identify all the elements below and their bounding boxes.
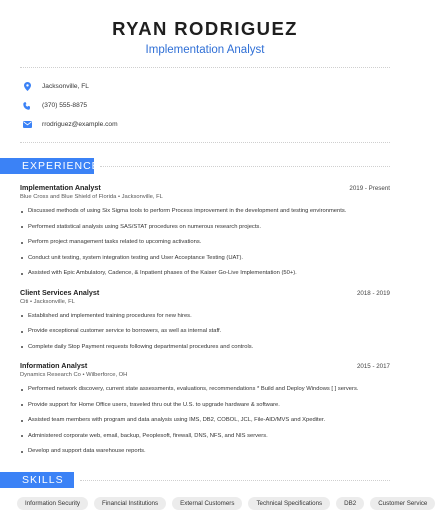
skill-chip: DB2 xyxy=(336,497,364,510)
skills-list xyxy=(0,488,428,510)
bullet-item: Assisted team members with program and data analysis using IMS, DB2, COBOL, JCL, File-AID/MVS and Xpediter. xyxy=(20,413,390,429)
divider xyxy=(80,480,390,481)
bullet-item: Performed network discovery, current state assessments, evaluations, recommendations * Build and Deploy Windows [ ] servers. xyxy=(20,382,390,398)
bullet-item: Develop and support data warehouse reports. xyxy=(20,444,390,460)
job-title: Information Analyst xyxy=(20,361,88,370)
phone-icon xyxy=(22,101,32,111)
job-entry xyxy=(20,361,390,460)
skills-heading: SKILLS xyxy=(0,472,74,488)
envelope-icon xyxy=(22,120,32,130)
experience-section-header xyxy=(0,158,410,174)
resume-header xyxy=(0,0,410,57)
email-link[interactable]: rrodriguez@example.com xyxy=(42,121,118,128)
bullet-item: Performed statistical analysis using SAS/STAT procedures on numerous research projects. xyxy=(20,220,390,236)
job-entry xyxy=(20,288,390,356)
bullet-item: Provide exceptional customer service to borrowers, as well as internal staff. xyxy=(20,324,390,340)
location-text: Jacksonville, FL xyxy=(42,83,89,90)
skill-chip: External Customers xyxy=(172,497,242,510)
job-dates: 2015 - 2017 xyxy=(356,363,390,370)
bullet-item: Established and implemented training procedures for new hires. xyxy=(20,309,390,325)
job-title: Implementation Analyst xyxy=(20,183,101,192)
contact-phone xyxy=(0,96,410,115)
skill-chip: Customer Service xyxy=(370,497,435,510)
contact-block xyxy=(0,68,410,142)
job-dates: 2018 - 2019 xyxy=(356,289,390,297)
bullet-item: Administered corporate web, email, backup, Peoplesoft, firewall, DNS, NFS, and NIS servers. xyxy=(20,429,390,445)
skill-chip: Technical Specifications xyxy=(248,497,330,510)
candidate-name: RYAN RODRIGUEZ xyxy=(112,18,298,39)
divider xyxy=(100,166,390,167)
contact-email xyxy=(0,115,410,134)
bullet-item: Provide support for Home Office users, traveled thru out the U.S. to upgrade hardware & software. xyxy=(20,398,390,414)
experience-list xyxy=(0,174,410,460)
job-bullets xyxy=(20,382,390,460)
bullet-item: Perform project management tasks related to upcoming activations. xyxy=(20,235,390,251)
job-company: Dynamics Research Co • Wilberforce, OH xyxy=(20,372,128,378)
bullet-item: Complete daily Stop Payment requests following departmental procedures and controls. xyxy=(20,340,390,356)
divider xyxy=(20,142,390,143)
skills-section-header xyxy=(0,472,410,488)
contact-location xyxy=(0,77,410,96)
skill-chip: Information Security xyxy=(17,497,88,510)
phone-text: (370) 555-8875 xyxy=(42,102,88,109)
job-bullets xyxy=(20,309,390,356)
bullet-item: Conduct unit testing, system integration testing and User Acceptance Testing (UAT). xyxy=(20,251,390,267)
job-title: Client Services Analyst xyxy=(20,287,100,297)
job-company: Blue Cross and Blue Shield of Florida • Jacksonville, FL xyxy=(20,194,163,200)
bullet-item: Assisted with Epic Ambulatory, Cadence, & Inpatient phases of the Kaiser Go-Live Implementation (50+). xyxy=(20,266,390,282)
skill-chip: Financial Institutions xyxy=(94,497,166,510)
job-bullets xyxy=(20,204,390,282)
map-pin-icon xyxy=(22,82,32,92)
job-company: Citi • Jacksonville, FL xyxy=(20,298,75,305)
experience-heading: EXPERIENCE xyxy=(0,158,94,174)
bullet-item: Discussed methods of using Six Sigma tools to perform Process improvement in the development and testing environments. xyxy=(20,204,390,220)
candidate-title: Implementation Analyst xyxy=(145,44,265,56)
job-entry xyxy=(20,183,390,282)
job-dates: 2019 - Present xyxy=(349,185,390,192)
